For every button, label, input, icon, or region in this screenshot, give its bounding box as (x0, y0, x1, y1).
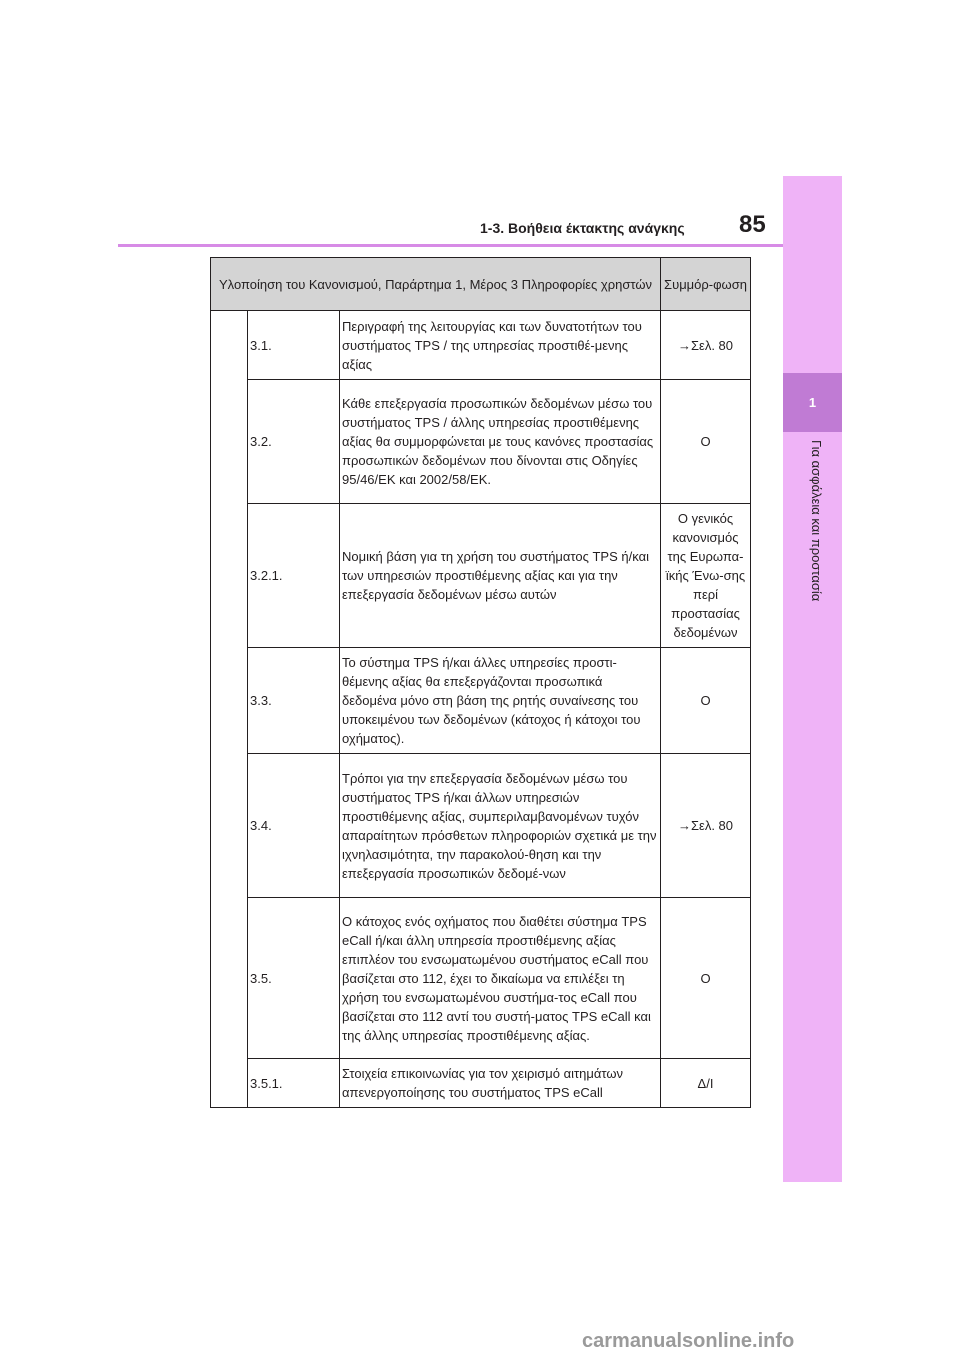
row-description: Το σύστημα TPS ή/και άλλες υπηρεσίες προστι-θέμενης αξίας θα επεξεργάζονται προσωπικά δεδομένα μόνο στη βάση της ρητής συναίνεσης του υποκειμένου των δεδομένων (κάτοχος ή κάτοχοι του οχήματος). (340, 648, 661, 754)
row-compliance: Ο (661, 648, 751, 754)
row-number: 3.2.1. (248, 504, 340, 648)
row-number: 3.1. (248, 311, 340, 380)
row-number: 3.2. (248, 380, 340, 504)
row-compliance: Ο (661, 380, 751, 504)
row-compliance: Δ/Ι (661, 1059, 751, 1108)
table-row (211, 380, 751, 504)
table-row (211, 504, 751, 648)
row-compliance: →Σελ. 80 (661, 311, 751, 380)
row-description: Περιγραφή της λειτουργίας και των δυνατοτήτων του συστήματος TPS / της υπηρεσίας προστιθέ-μενης αξίας (340, 311, 661, 380)
row-description: Τρόποι για την επεξεργασία δεδομένων μέσω του συστήματος TPS ή/και άλλων υπηρεσιών προστιθέμενης αξίας, συμπεριλαμβανομένων τυχόν απαραίτητων πρόσθετων πληροφοριών σχετικά με την ιχνηλασιμότητα, την παρακολού-θηση και την επεξεργασία προσωπικών δεδομέ-νων (340, 754, 661, 898)
sidebar-strip (783, 176, 842, 1182)
header-compliance: Συμμόρ-φωση (661, 258, 751, 311)
row-number: 3.5. (248, 898, 340, 1059)
row-description: Ο κάτοχος ενός οχήματος που διαθέτει σύστημα TPS eCall ή/και άλλη υπηρεσία προστιθέμενης αξίας επιπλέον του ενσωματωμένου συστήματος eCall που βασίζεται στο 112, έχει το δικαίωμα να επιλέξει τη χρήση του ενσωματωμένου συστήμα-τος eCall που βασίζεται στο 112 αντί του συστή-ματος TPS eCall και της άλλης υπηρεσίας προστιθέμενης αξίας. (340, 898, 661, 1059)
row-description: Νομική βάση για τη χρήση του συστήματος TPS ή/και των υπηρεσιών προστιθέμενης αξίας και για την επεξεργασία δεδομένων μέσω αυτών (340, 504, 661, 648)
user-info-table (210, 257, 751, 1108)
table-row (211, 311, 751, 380)
row-compliance: Ο γενικός κανονισμός της Ευρωπα-ϊκής Ένω-σης περί προστασίας δεδομένων (661, 504, 751, 648)
row-compliance: →Σελ. 80 (661, 754, 751, 898)
row-description: Στοιχεία επικοινωνίας για τον χειρισμό αιτημάτων απενεργοποίησης του συστήματος TPS eCall (340, 1059, 661, 1108)
table-row (211, 1059, 751, 1108)
table-row (211, 648, 751, 754)
chapter-number: 1 (808, 395, 817, 410)
row-description: Κάθε επεξεργασία προσωπικών δεδομένων μέσω του συστήματος TPS / άλλης υπηρεσίας προστιθέμενης αξίας θα συμμορφώνεται με τους κανόνες προστασίας προσωπικών δεδομένων που δίνονται στις Οδηγίες 95/46/ΕΚ και 2002/58/ΕΚ. (340, 380, 661, 504)
indent-cell (211, 311, 248, 1108)
table-row (211, 898, 751, 1059)
chapter-tab (783, 373, 842, 432)
row-number: 3.5.1. (248, 1059, 340, 1108)
row-compliance: Ο (661, 898, 751, 1059)
section-title: 1-3. Βοήθεια έκτακτης ανάγκης (480, 220, 685, 236)
chapter-title: Για ασφάλεια και προστασία (809, 440, 824, 602)
watermark: carmanualsonline.info (582, 1330, 795, 1352)
row-number: 3.4. (248, 754, 340, 898)
table-header-row (211, 258, 751, 311)
header-regulation: Υλοποίηση του Κανονισμού, Παράρτημα 1, Μέρος 3 Πληροφορίες χρηστών (211, 258, 661, 311)
page-number: 85 (739, 211, 766, 238)
table-row (211, 754, 751, 898)
row-number: 3.3. (248, 648, 340, 754)
header-divider (118, 244, 783, 247)
